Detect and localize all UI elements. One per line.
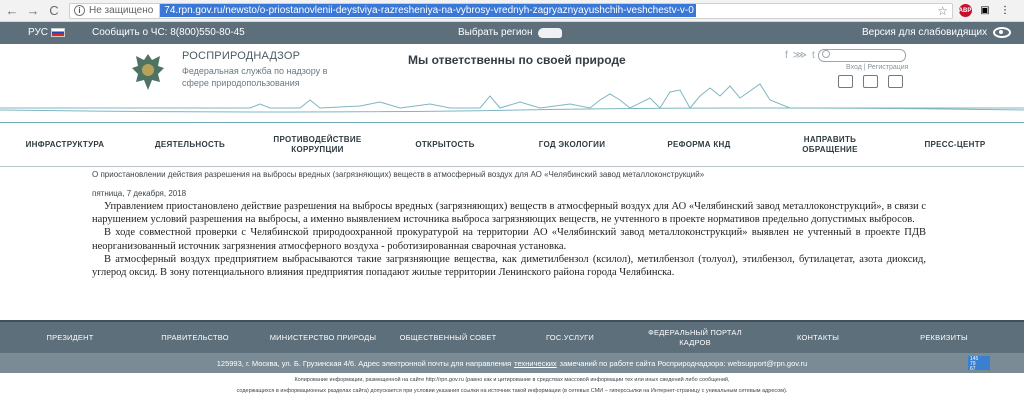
footer-public-council[interactable]: ОБЩЕСТВЕННЫЙ СОВЕТ — [399, 332, 497, 342]
copyright-line-2: содержащихся в информационных разделах сайта) допускается при условии указания ссылки на источник такой информации (в сетевых СМИ – гиперссылки на Интернет-страницу с уникальным сетевым адресом). — [236, 388, 788, 394]
eye-icon — [993, 27, 1011, 38]
site-header — [0, 44, 1024, 122]
url-text[interactable]: 74.rpn.gov.ru/newsto/o-priostanovlenii-deystviya-razresheniya-na-vybrosy-vrednyh-zagryaznyayushchih-veshchestv-v-0 — [160, 4, 696, 17]
russia-map-icon — [538, 28, 562, 38]
emergency-phone: Сообщить о ЧС: 8(800)550-80-45 — [92, 27, 245, 38]
security-label: Не защищено — [89, 5, 154, 16]
address-text: 125993, г. Москва, ул. Б. Грузинская 4/6. Адрес электронной почты для направления — [216, 358, 512, 368]
adblock-icon: ABP — [959, 4, 972, 17]
slogan: Мы ответственны по своей природе — [408, 53, 626, 67]
info-icon: i — [74, 5, 85, 16]
social-links — [785, 50, 815, 61]
footer-gosuslugi[interactable]: ГОС.УСЛУГИ — [545, 332, 595, 342]
breadcrumb: О приостановлении действия разрешения на выбросы вредных (загрязняющих) веществ в атмосферный воздух для АО «Челябинский завод металлоконструкций» — [92, 170, 705, 179]
footer-president[interactable]: ПРЕЗИДЕНТ — [46, 332, 94, 342]
nav-send-appeal[interactable]: НАПРАВИТЬ ОБРАЩЕНИЕ — [802, 135, 858, 154]
visit-counter-badge[interactable] — [968, 356, 990, 370]
nav-ecology-year[interactable]: ГОД ЭКОЛОГИИ — [538, 140, 606, 149]
footer-contacts[interactable]: КОНТАКТЫ — [796, 332, 840, 342]
copyright-notice — [0, 375, 1024, 397]
nav-activity[interactable]: ДЕЯТЕЛЬНОСТЬ — [154, 140, 226, 149]
org-name[interactable]: РОСПРИРОДНАДЗОР — [182, 50, 301, 62]
twitter-icon[interactable]: t — [812, 50, 815, 61]
search-icon[interactable] — [822, 50, 830, 58]
technical-link[interactable]: технических — [514, 358, 557, 368]
extension-box[interactable]: ▣ — [980, 5, 990, 16]
nav-reform[interactable]: РЕФОРМА КНД — [667, 140, 731, 149]
city-skyline-decoration — [0, 74, 1024, 120]
address-bar[interactable] — [69, 3, 953, 19]
facebook-icon[interactable]: f — [785, 50, 788, 61]
main-navigation — [0, 122, 1024, 167]
site-top-strip — [0, 22, 1024, 44]
article-paragraph: В ходе совместной проверки с Челябинской природоохранной прокуратурой на территории АО «Челябинский завод металлоконструкций» выявлен не учтенный в проекте ПДВ неорганизованный источник загрязнения атмосферного воздуха - роботизированная сварочная установка. — [92, 227, 926, 252]
copyright-line-1: Копирование информации, размещенной на сайте http://rpn.gov.ru (равно как и цитирование в средствах массовой информации тех или иных сведений либо сообщений, — [294, 377, 730, 383]
login-links[interactable]: Вход | Регистрация — [846, 64, 909, 71]
security-indicator[interactable] — [70, 4, 160, 18]
footer-ministry[interactable]: МИНИСТЕРСТВО ПРИРОДЫ — [269, 332, 377, 342]
footer-requisites[interactable]: РЕКВИЗИТЫ — [920, 332, 968, 342]
back-button[interactable]: ← — [5, 3, 19, 18]
org-subtitle: Федеральная служба по надзору в сфере природопользования — [182, 66, 328, 88]
forward-button[interactable]: → — [26, 3, 40, 18]
nav-infrastructure[interactable]: ИНФРАСТРУКТУРА — [25, 140, 105, 149]
nav-anticorruption[interactable]: ПРОТИВОДЕЙСТВИЕ КОРРУПЦИИ — [273, 135, 362, 154]
article-body — [92, 200, 926, 279]
article-paragraph: В атмосферный воздух предприятием выбрасываются такие загрязняющие вещества, как диметилбензол (ксилол), метилбензол (толуол), этилбензол, бутилацетат, азота диоксид, углерод оксид. В зону потенциального влияния предприятия попадают жилые территории Ленинского района города Челябинска. — [92, 253, 926, 279]
low-vision-label: Версия для слабовидящих — [862, 27, 988, 38]
region-selector[interactable] — [458, 27, 562, 38]
search-box[interactable] — [818, 49, 906, 62]
region-label: Выбрать регион — [458, 27, 533, 38]
footer-navigation — [0, 320, 1024, 353]
low-vision-toggle[interactable] — [862, 27, 1011, 38]
address-text-end: замечаний по работе сайта Росприроднадзора: websupport@rpn.gov.ru — [559, 358, 808, 368]
language-label: РУС — [28, 27, 49, 38]
footer-hr-portal[interactable]: ФЕДЕРАЛЬНЫЙ ПОРТАЛ КАДРОВ — [648, 327, 742, 347]
article-paragraph: Управлением приостановлено действие разрешения на выбросы вредных (загрязняющих) веществ в атмосферный воздух для АО «Челябинский завод металлоконструкций», в связи с нарушением условий разрешения на выбросы, а именно выявлением источника выброса загрязняющих веществ, не учтенного в проекте нормативов предельно допустимых выбросов. — [92, 201, 926, 226]
adblock-extension[interactable] — [957, 3, 973, 19]
language-switch[interactable] — [28, 27, 65, 38]
nav-openness[interactable]: ОТКРЫТОСТЬ — [415, 140, 475, 149]
bookmark-star-icon[interactable]: ☆ — [937, 3, 948, 18]
footer-address — [0, 353, 1024, 373]
counter-values: 145 79 67 — [970, 356, 979, 372]
footer-government[interactable]: ПРАВИТЕЛЬСТВО — [161, 332, 229, 342]
russian-flag-icon — [51, 28, 65, 37]
browser-toolbar — [0, 0, 1024, 22]
article-date: пятница, 7 декабря, 2018 — [92, 189, 187, 198]
nav-press-center[interactable]: ПРЕСС-ЦЕНТР — [924, 140, 986, 149]
reload-button[interactable]: C — [49, 3, 59, 18]
rss-icon[interactable]: ⋙ — [792, 50, 808, 61]
browser-menu-icon[interactable]: ⋮ — [1000, 5, 1010, 16]
